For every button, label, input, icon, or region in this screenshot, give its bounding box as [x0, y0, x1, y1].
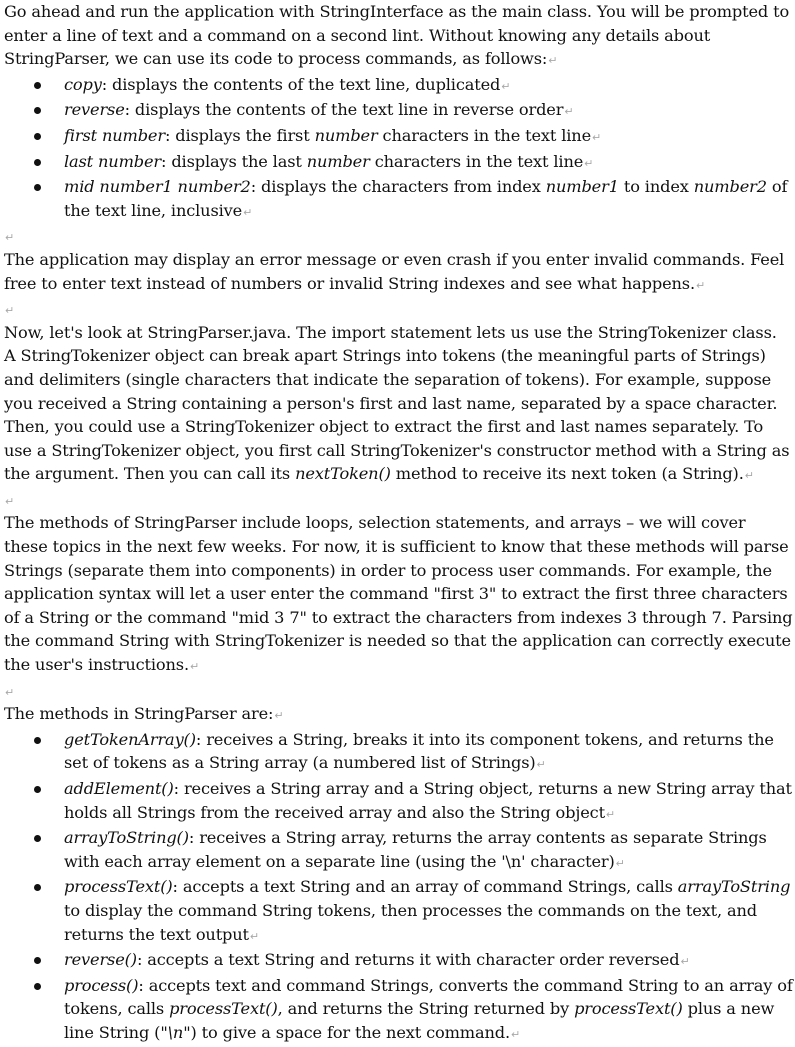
list-item: processText(): accepts a text String and an array of command Strings, calls arrayToString to display the command String tokens, then processes the commands on the text, and returns the text output↵ [4, 875, 793, 948]
methods-intro-paragraph: The methods of StringParser include loops, selection statements, and arrays – we will cover these topics in the next few weeks. For now, it is sufficient to know that these methods will parse Strings (separate them into components) in order to process user commands. For example, the application syntax will let a user enter the command "first 3" to extract the first three characters of a String or the command "mid 3 7" to extract the characters from indexes 3 through 7. Parsing the command String with StringTokenizer is needed so that the application can correctly execute the user's instructions.↵ [4, 513, 793, 675]
method-name: processText() [64, 877, 173, 897]
bullet-icon [34, 184, 41, 191]
command-term: reverse [64, 100, 125, 120]
paragraph-mark-icon: ↵ [5, 685, 15, 699]
paragraph-mark-icon: ↵ [584, 156, 594, 170]
empty-paragraph [4, 297, 793, 321]
empty-paragraph [4, 488, 793, 512]
paragraph-mark-icon: ↵ [510, 1027, 521, 1041]
method-name: reverse() [64, 950, 137, 970]
command-term: mid number1 number2 [64, 177, 251, 197]
list-item [4, 73, 793, 99]
paragraph-mark-icon: ↵ [564, 105, 574, 119]
bullet-icon [34, 957, 41, 964]
command-term: first number [64, 125, 165, 145]
method-name: arrayToString() [64, 828, 189, 848]
list-item [4, 826, 793, 875]
command-term: copy [64, 74, 102, 94]
bullet-icon [34, 107, 41, 114]
bullet-icon [34, 884, 41, 891]
paragraph-mark-icon: ↵ [695, 278, 706, 292]
command-term: last number [64, 151, 162, 171]
list-item [4, 948, 793, 974]
list-item: first number: displays the first number characters in the text line↵ [4, 124, 793, 150]
method-name: getTokenArray() [64, 729, 196, 749]
method-reference: nextToken() [295, 464, 391, 484]
list-item [4, 98, 793, 124]
bullet-icon [34, 983, 41, 990]
paragraph-mark-icon: ↵ [5, 231, 15, 245]
list-item: process(): accepts text and command Strings, converts the command String to an array of tokens, calls processText(), and returns the String returned by processText() plus a new line String ("\n") to give a space for the next command.↵ [4, 974, 793, 1047]
empty-paragraph [4, 224, 793, 248]
bullet-icon [34, 835, 41, 842]
paragraph-mark-icon: ↵ [501, 79, 511, 93]
method-description: : receives a String array and a String object, returns a new String array that holds all Strings from the received array and also the String object [64, 779, 792, 822]
intro-paragraph: Go ahead and run the application with StringInterface as the main class. You will be prompted to enter a line of text and a command on a second lint. Without knowing any details about StringParser, we can use its code to process commands, as follows:↵ [4, 2, 790, 69]
paragraph-mark-icon: ↵ [680, 955, 690, 969]
methods-heading: The methods in StringParser are:↵ [4, 704, 284, 724]
bullet-icon [34, 82, 41, 89]
command-list [4, 73, 793, 225]
paragraph-mark-icon: ↵ [548, 54, 558, 68]
paragraph-mark-icon: ↵ [5, 494, 15, 508]
paragraph-mark-icon: ↵ [243, 205, 253, 219]
paragraph-mark-icon: ↵ [189, 660, 200, 674]
bullet-icon [34, 786, 41, 793]
empty-paragraph [4, 679, 793, 703]
method-name: addElement() [64, 779, 174, 798]
paragraph-mark-icon: ↵ [605, 807, 615, 821]
paragraph-mark-icon: ↵ [5, 304, 15, 318]
command-description: : displays the contents of the text line, duplicated [101, 74, 501, 94]
method-description: : receives a String, breaks it into its component tokens, and returns the set of tokens as a String array (a numbered list of Strings) [64, 729, 774, 773]
method-description: : receives a String array, returns the array contents as separate Strings with each array element on a separate line (using the '\n' character) [64, 828, 767, 871]
method-list [4, 728, 793, 1047]
paragraph-mark-icon: ↵ [249, 929, 259, 943]
command-description: : displays the contents of the text line in reverse order [124, 100, 564, 120]
bullet-icon [34, 133, 41, 140]
paragraph-mark-icon: ↵ [744, 469, 754, 483]
method-name: process() [64, 975, 139, 995]
document-body [4, 0, 793, 1047]
bullet-icon [34, 159, 41, 166]
method-description: : accepts a text String and returns it with character order reversed [136, 950, 680, 970]
tokenizer-paragraph: Now, let's look at StringParser.java. The import statement lets us use the StringTokenizer class. A StringTokenizer object can break apart Strings into tokens (the meaningful parts of Strings) and delimiters (single characters that indicate the separation of tokens). For example, suppose you received a String containing a person's first and last name, separated by a space character. Then, you could use a StringTokenizer object to extract the first and last names separately. To use a StringTokenizer object, you first call StringTokenizer's constructor method with a String as the argument. Then you can call its nextToken() method to receive its next token (a String).↵ [4, 322, 790, 484]
list-item [4, 728, 793, 777]
list-item: mid number1 number2: displays the characters from index number1 to index number2 of the text line, inclusive↵ [4, 175, 793, 224]
list-item: last number: displays the last number characters in the text line↵ [4, 150, 793, 176]
errors-paragraph: The application may display an error message or even crash if you enter invalid commands. Feel free to enter text instead of numbers or invalid String indexes and see what happens.↵ [4, 249, 785, 293]
paragraph-mark-icon: ↵ [536, 758, 546, 772]
paragraph-mark-icon: ↵ [592, 130, 602, 144]
paragraph-mark-icon: ↵ [615, 856, 625, 870]
list-item [4, 777, 793, 826]
paragraph-mark-icon: ↵ [274, 709, 284, 723]
bullet-icon [34, 737, 41, 744]
